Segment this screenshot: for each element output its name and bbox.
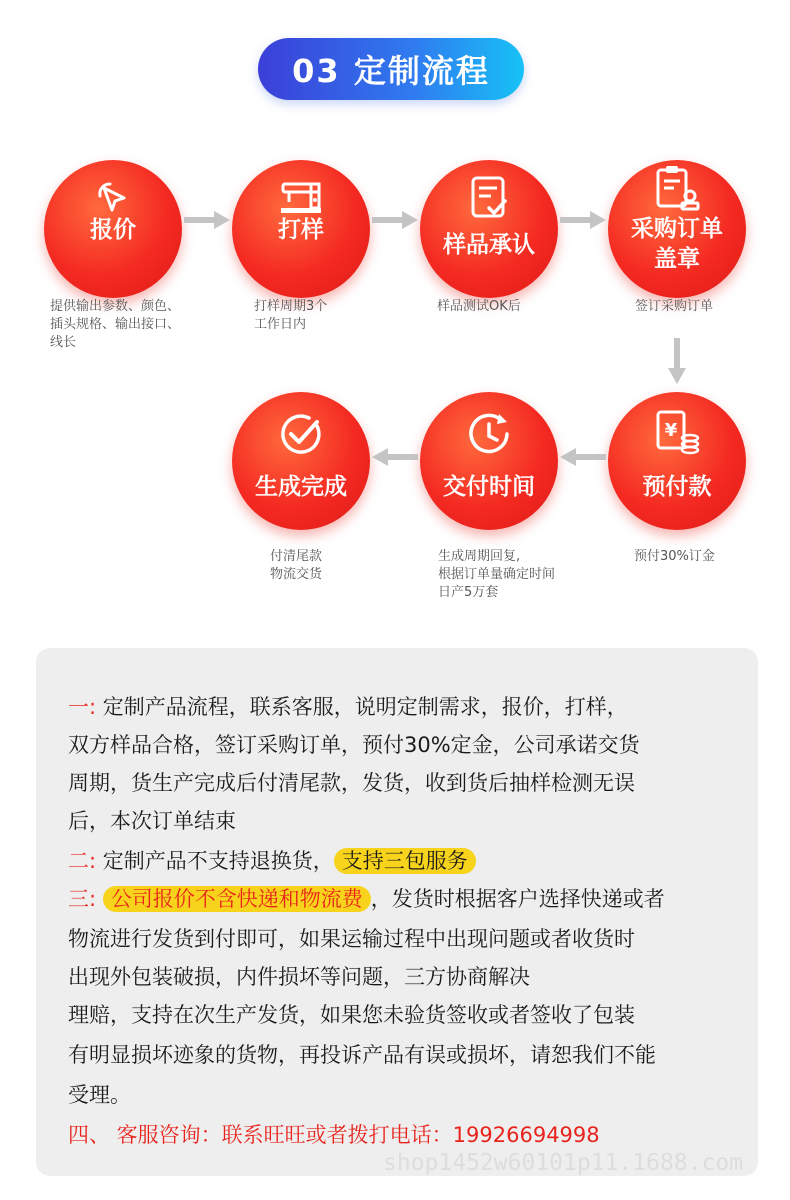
arrow-right-icon <box>372 211 418 229</box>
step-label: 预付款 <box>642 474 712 500</box>
step-label: 样品承认 <box>443 232 535 258</box>
step-description: 付清尾款 物流交货 <box>270 549 323 582</box>
svg-text:¥: ¥ <box>664 420 678 441</box>
step-delivery-time <box>420 392 558 530</box>
document-check-icon <box>467 174 511 222</box>
arrow-right-icon <box>184 211 230 229</box>
arrow-down-icon <box>668 338 686 384</box>
arrow-left-icon <box>372 448 418 466</box>
step-description: 生成周期回复, 根据订单量确定时间 日产5万套 <box>438 549 556 600</box>
section-title: 03 定制流程 <box>258 38 524 100</box>
note-2: 二: 定制产品不支持退换货， 支持三包服务 <box>68 846 476 876</box>
note-3-line-1: 三: 公司报价不含快递和物流费 ，发货时根据客户选择快递或者 <box>68 887 665 911</box>
step-sample-approval <box>420 160 558 298</box>
note-3-line-3: 出现外包装破损，内件损坏等问题，三方协商解决 <box>68 965 530 989</box>
step-label: 报价 <box>90 217 136 243</box>
step-prepayment <box>608 392 746 530</box>
arrow-left-icon <box>560 448 606 466</box>
check-circle-icon <box>277 410 325 458</box>
contact-line: 四、 客服咨询：联系旺旺或者拨打电话：19926694998 <box>68 1123 600 1147</box>
note-1-prefix: 一: <box>68 695 97 719</box>
note-1-line-2: 双方样品合格，签订采购订单，预付30%定金，公司承诺交货 <box>68 733 640 757</box>
step-description: 预付30%订金 <box>634 549 715 564</box>
step-label: 交付时间 <box>443 474 535 500</box>
step-description: 签订采购订单 <box>635 299 714 314</box>
step-quote <box>44 160 182 298</box>
clock-icon <box>465 410 513 458</box>
warranty-highlight: 支持三包服务 <box>334 848 476 874</box>
note-1-line-3: 周期，货生产完成后付清尾款，发货，收到货后抽样检测无误 <box>68 771 635 795</box>
step-description: 提供输出参数、颜色、 插头规格、输出接口、 线长 <box>50 299 181 350</box>
shipping-fee-highlight: 公司报价不含快递和物流费 <box>103 886 371 912</box>
step-sample <box>232 160 370 298</box>
shop-watermark: shop1452w60101p11.1688.com <box>383 1150 744 1176</box>
note-3-line-4: 理赔，支持在次生产发货，如果您未验货签收或者签收了包装 <box>68 1003 635 1027</box>
step-description: 打样周期3个 工作日内 <box>254 299 328 332</box>
note-3-line-6: 受理。 <box>68 1083 131 1107</box>
note-1-line-1: 一: 定制产品流程，联系客服，说明定制需求，报价，打样， <box>68 695 628 719</box>
step-description: 样品测试OK后 <box>437 299 521 314</box>
note-2-prefix: 二: <box>68 849 97 873</box>
arrow-right-icon <box>560 211 606 229</box>
sewing-machine-icon <box>277 178 325 218</box>
contract-stamp-icon <box>652 164 702 214</box>
step-label: 生成完成 <box>255 474 347 500</box>
note-3-prefix: 三: <box>68 887 97 911</box>
step-purchase-order <box>608 160 746 298</box>
note-3-line-2: 物流进行发货到付即可，如果运输过程中出现问题或者收货时 <box>68 927 635 951</box>
note-3-line-5: 有明显损坏迹象的货物，再投诉产品有误或损坏，请恕我们不能 <box>68 1043 656 1067</box>
step-label: 打样 <box>278 217 324 243</box>
note-1-line-4: 后，本次订单结束 <box>68 809 236 833</box>
step-label: 采购订单 盖章 <box>631 216 723 272</box>
money-icon <box>652 408 702 456</box>
step-finished <box>232 392 370 530</box>
